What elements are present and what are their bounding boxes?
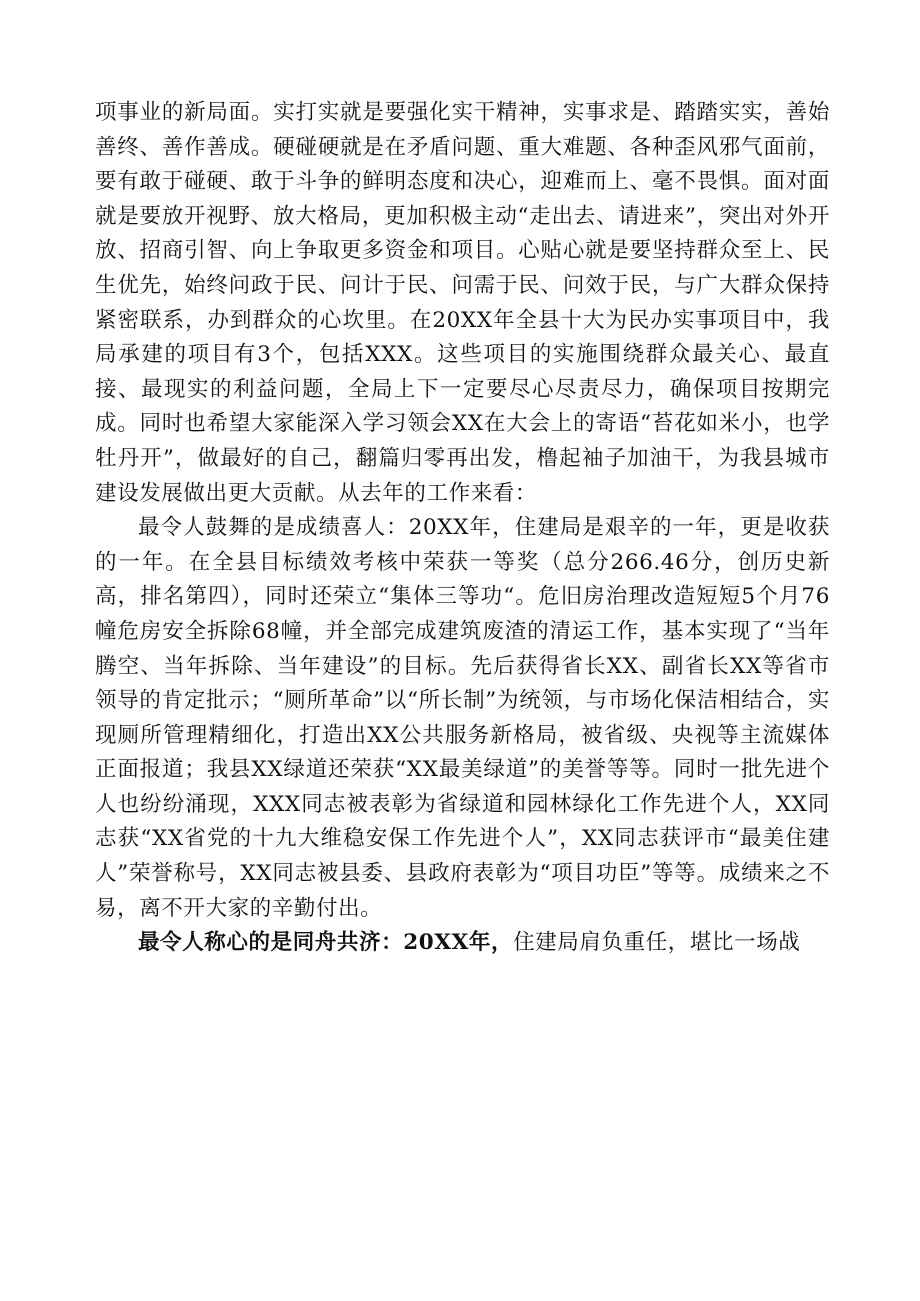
paragraph-solidarity-text: 住建局肩负重任，堪比一场战 (513, 930, 801, 956)
paragraph-achievements: 最令人鼓舞的是成绩喜人：20XX年，住建局是艰辛的一年，更是收获的一年。在全县目标绩效考核中荣获一等奖（总分266.46分，创历史新高，排名第四），同时还荣立“集体三等功“。危旧房治理改造短短5个月76幢危房安全拆除68幢，并全部完成建筑废渣的清运工作，基本实现了“当年腾空、当年拆除、当年建设”的目标。先后获得省长XX、副省长XX等省市领导的肯定批示；“厕所革命”以“所长制”为统领，与市场化保洁相结合，实现厕所管理精细化，打造出XX公共服务新格局，被省级、央视等主流媒体正面报道；我县XX绿道还荣获“XX最美绿道”的美誉等等。同时一批先进个人也纷纷涌现，XXX同志被表彰为省绿道和园林绿化工作先进个人，XX同志获“XX省党的十九大维稳安保工作先进个人”，XX同志获评市“最美住建人”荣誉称号，XX同志被县委、县政府表彰为“项目功臣”等等。成绩来之不易，离不开大家的辛勤付出。 (95, 515, 830, 921)
document-page (95, 96, 830, 961)
paragraph-solidarity-lead: 最令人称心的是同舟共济：20XX年， (138, 930, 514, 956)
paragraph-solidarity (95, 926, 830, 961)
paragraph-work-style: 项事业的新局面。实打实就是要强化实干精神，实事求是、踏踏实实，善始善终、善作善成。硬碰硬就是在矛盾问题、重大难题、各种歪风邪气面前，要有敢于碰硬、敢于斗争的鲜明态度和决心，迎难而上、毫不畏惧。面对面就是要放开视野、放大格局，更加积极主动“走出去、请进来”，突出对外开放、招商引智、向上争取更多资金和项目。心贴心就是要坚持群众至上、民生优先，始终问政于民、问计于民、问需于民、问效于民，与广大群众保持紧密联系，办到群众的心坎里。在20XX年全县十大为民办实事项目中，我局承建的项目有3个，包括XXX。这些项目的实施围绕群众最关心、最直接、最现实的利益问题，全局上下一定要尽心尽责尽力，确保项目按期完成。同时也希望大家能深入学习领会XX在大会上的寄语“苔花如米小，也学牡丹开”，做最好的自己，翻篇归零再出发，橹起袖子加油干，为我县城市建设发展做出更大贡献。从去年的工作来看： (95, 100, 830, 506)
